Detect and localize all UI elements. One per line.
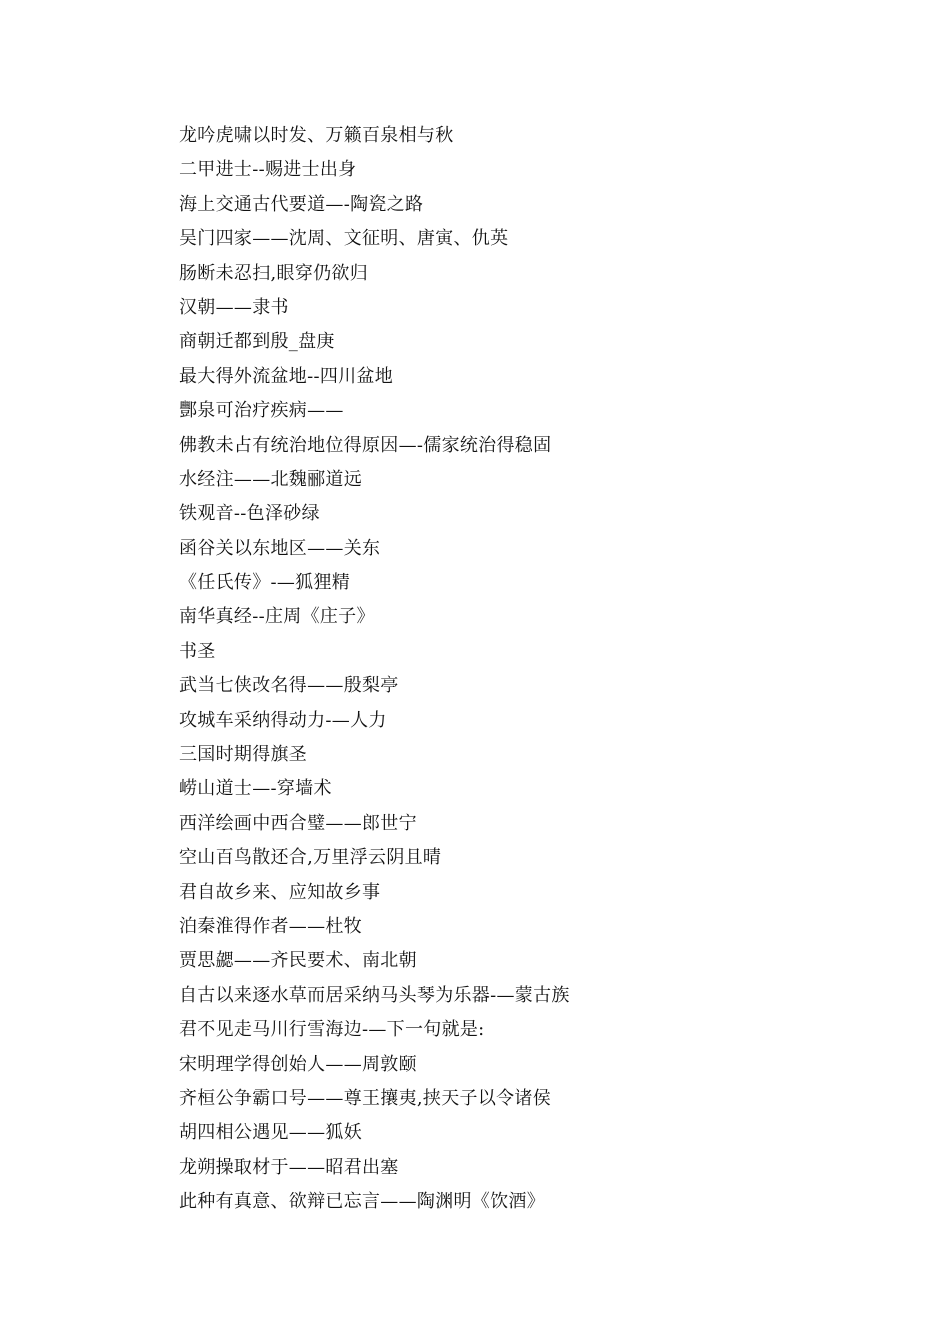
text-line: 此种有真意、欲辩已忘言——陶渊明《饮酒》 bbox=[179, 1191, 545, 1213]
text-line: 泊秦淮得作者——杜牧 bbox=[179, 915, 362, 937]
text-line: 吴门四家——沈周、文征明、唐寅、仇英 bbox=[179, 228, 509, 250]
text-line: 酆泉可治疗疾病—— bbox=[179, 400, 344, 422]
text-line: 最大得外流盆地--四川盆地 bbox=[179, 365, 394, 387]
text-line: 书圣 bbox=[179, 640, 216, 662]
text-line: 攻城车采纳得动力-—人力 bbox=[179, 709, 387, 731]
text-lines bbox=[179, 122, 570, 1223]
text-line: 君不见走马川行雪海边-—下一句就是: bbox=[179, 1019, 485, 1041]
text-line: 汉朝——隶书 bbox=[179, 296, 289, 318]
text-line: 水经注——北魏郦道远 bbox=[179, 468, 362, 490]
text-line: 二甲进士--赐进士出身 bbox=[179, 159, 357, 181]
text-line: 肠断未忍扫,眼穿仍欲归 bbox=[179, 262, 369, 284]
text-line: 空山百鸟散还合,万里浮云阴且晴 bbox=[179, 847, 442, 869]
text-line: 南华真经--庄周《庄子》 bbox=[179, 606, 375, 628]
text-line: 胡四相公遇见——狐妖 bbox=[179, 1122, 362, 1144]
text-line: 龙朔操取材于——昭君出塞 bbox=[179, 1156, 399, 1178]
text-line: 武当七侠改名得——殷梨亭 bbox=[179, 675, 399, 697]
text-line: 海上交通古代要道—-陶瓷之路 bbox=[179, 193, 424, 215]
text-line: 西洋绘画中西合璧——郎世宁 bbox=[179, 812, 417, 834]
text-line: 贾思勰——齐民要术、南北朝 bbox=[179, 950, 417, 972]
text-line: 函谷关以东地区——关东 bbox=[179, 537, 381, 559]
text-line: 君自故乡来、应知故乡事 bbox=[179, 881, 381, 903]
text-line: 自古以来逐水草而居采纳马头琴为乐器-—蒙古族 bbox=[179, 984, 570, 1006]
text-line: 宋明理学得创始人——周敦颐 bbox=[179, 1053, 417, 1075]
text-line: 齐桓公争霸口号——尊王攘夷,挟天子以令诸侯 bbox=[179, 1087, 552, 1109]
text-line: 《任氏传》-—狐狸精 bbox=[179, 572, 351, 594]
text-line: 商朝迁都到殷_盘庚 bbox=[179, 331, 335, 353]
text-line: 三国时期得旗圣 bbox=[179, 744, 308, 766]
text-line: 佛教未占有统治地位得原因—-儒家统治得稳固 bbox=[179, 434, 552, 456]
text-line: 铁观音--色泽砂绿 bbox=[179, 503, 320, 525]
text-line: 龙吟虎啸以时发、万籁百泉相与秋 bbox=[179, 125, 454, 146]
text-line: 崂山道士—-穿墙术 bbox=[179, 778, 332, 800]
